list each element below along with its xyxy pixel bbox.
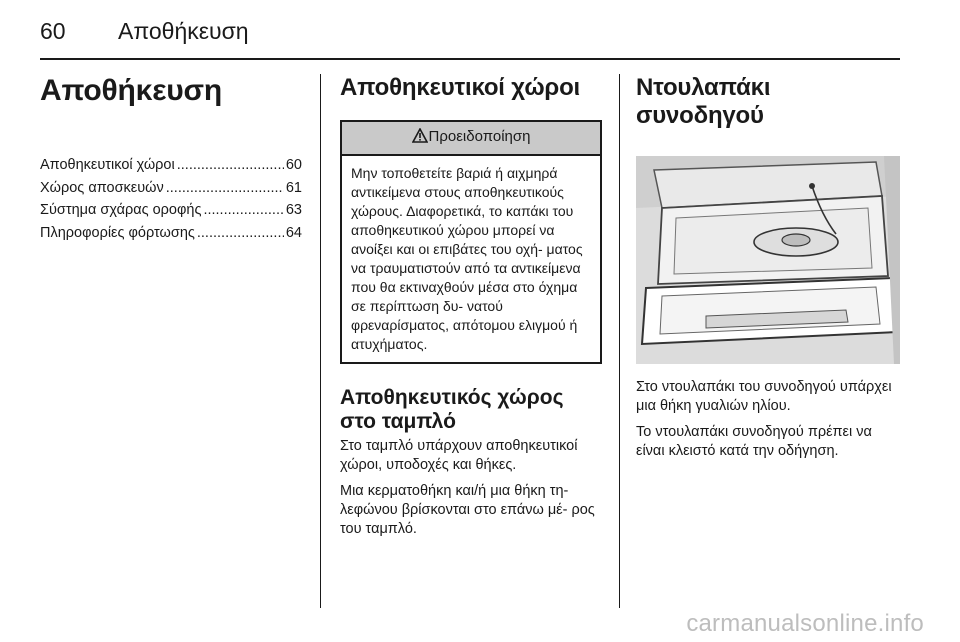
toc-entry-page: 63 (285, 202, 302, 218)
toc-leader (166, 177, 284, 200)
section-title: Αποθηκευτικοί χώροι (340, 74, 580, 101)
warning-header (342, 122, 600, 156)
toc-leader (197, 222, 284, 245)
warning-heading: Προειδοποίηση (428, 128, 531, 145)
page-number: 60 (40, 18, 66, 44)
paragraph: Στο ντουλαπάκι του συνοδηγού υπάρχει μια θήκη γυαλιών ηλίου. (636, 379, 892, 414)
column-divider-2 (619, 74, 620, 608)
paragraph: Στο ταμπλό υπάρχουν αποθηκευτικοί χώροι, υποδοχές και θήκες. (340, 438, 578, 473)
header-rule (40, 58, 900, 60)
warning-text: Μην τοποθετείτε βαριά ή αιχμηρά αντικείμενα στους αποθηκευτικούς χώρους. Διαφορετικά, το καπάκι του αποθηκευτικού χώρου μπορεί να ανοίξει και οι επιβάτες του οχή- ματος να τραυματιστούν από τα αντικείμενα που θα εκτιναχθούν μέσα στο όχημα σε περίπτωση δυ- νατού φρεναρίσματος, απότομου ελιγμού ή ατυχήματος. (351, 165, 583, 352)
toc-entry[interactable] (40, 222, 302, 245)
table-of-contents (40, 154, 302, 244)
toc-entry-label: Πληροφορίες φόρτωσης (40, 224, 195, 241)
chapter-title: Αποθήκευση (40, 74, 222, 107)
toc-entry-label: Αποθηκευτικοί χώροι (40, 157, 175, 173)
column-2 (340, 74, 602, 546)
toc-entry-label: Χώρος αποσκευών (40, 179, 164, 196)
toc-entry[interactable] (40, 154, 302, 177)
toc-entry-label: Σύστημα σχάρας οροφής (40, 202, 202, 218)
watermark: carmanualsonline.info (686, 610, 924, 637)
warning-box (340, 120, 602, 364)
toc-entry-page: 60 (285, 157, 302, 173)
toc-entry[interactable] (40, 177, 302, 200)
toc-leader (177, 154, 284, 177)
subsection-title: Αποθηκευτικός χώρος στο ταμπλό (340, 386, 564, 433)
column-divider-1 (320, 74, 321, 608)
toc-entry-page: 61 (285, 179, 302, 196)
glovebox-illustration-icon (636, 156, 900, 364)
running-header: Αποθήκευση (118, 18, 249, 44)
paragraph: Το ντουλαπάκι συνοδηγού πρέπει να είναι κλειστό κατά την οδήγηση. (636, 424, 872, 459)
toc-entry-page: 64 (285, 224, 302, 241)
column-3 (636, 74, 900, 468)
toc-entry[interactable] (40, 199, 302, 222)
section-title: Ντουλαπάκι συνοδηγού (636, 74, 771, 129)
warning-triangle-icon (412, 128, 428, 147)
column-1 (40, 74, 302, 244)
paragraph: Μια κερματοθήκη και/ή μια θήκη τη- λεφώνου βρίσκονται στο επάνω μέ- ρος του ταμπλό. (340, 483, 595, 537)
toc-leader (203, 199, 283, 222)
glovebox-illustration (636, 156, 900, 364)
